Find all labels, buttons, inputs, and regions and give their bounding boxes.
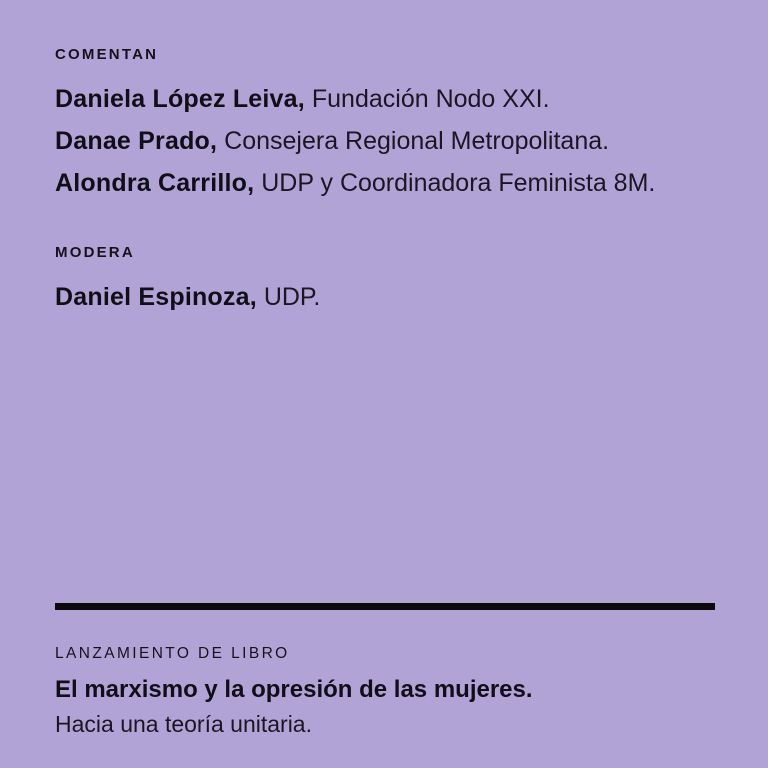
moderator-row [55,276,728,318]
book-launch-kicker: LANZAMIENTO DE LIBRO [55,645,290,662]
speaker-name: Daniela López Leiva, [55,85,305,113]
horizontal-divider [55,603,715,610]
speaker-affiliation: Fundación Nodo XXI. [311,85,550,113]
modera-heading: MODERA [55,244,135,261]
speaker-row [55,78,728,120]
speaker-affiliation: UDP y Coordinadora Feminista 8M. [261,169,656,197]
moderator-affiliation: UDP. [263,283,321,311]
speaker-row [55,120,728,162]
moderator-name: Daniel Espinoza, [55,283,257,311]
speaker-name: Danae Prado, [55,127,218,155]
book-launch-section [55,644,728,739]
comentan-heading: COMENTAN [55,46,159,63]
panel-credits-section [55,46,728,318]
speaker-affiliation: Consejera Regional Metropolitana. [224,127,610,155]
book-title: El marxismo y la opresión de las mujeres. [55,676,533,703]
book-subtitle: Hacia una teoría unitaria. [55,711,312,737]
speaker-row [55,162,728,204]
speaker-name: Alondra Carrillo, [55,169,255,197]
